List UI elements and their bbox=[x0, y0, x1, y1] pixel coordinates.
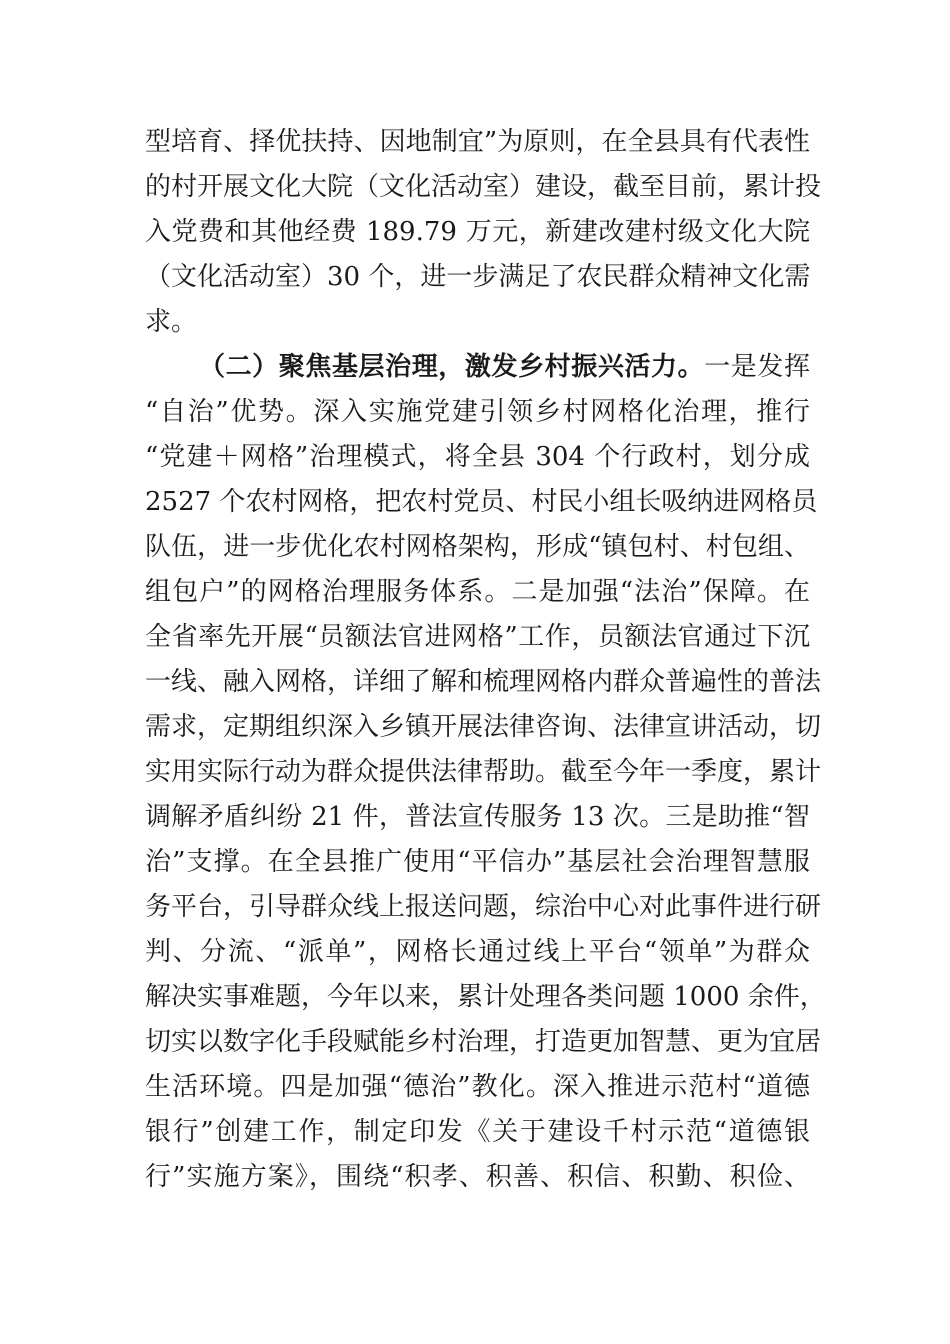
text-line: 2527 个农村网格，把农村党员、村民小组长吸纳进网格员 bbox=[145, 487, 818, 517]
text-line: 需求，定期组织深入乡镇开展法律咨询、法律宣讲活动，切 bbox=[145, 712, 822, 742]
body-text bbox=[145, 120, 826, 1200]
text-line: 务平台，引导群众线上报送问题，综治中心对此事件进行研 bbox=[145, 892, 822, 922]
text-line: 队伍，进一步优化农村网格架构，形成“镇包村、村包组、 bbox=[145, 532, 810, 562]
text-line: 全省率先开展“员额法官进网格”工作，员额法官通过下沉 bbox=[145, 622, 810, 652]
text-line: “党建＋网格”治理模式，将全县 304 个行政村，划分成 bbox=[145, 442, 810, 472]
text-line: 银行”创建工作，制定印发《关于建设千村示范“道德银 bbox=[145, 1117, 810, 1147]
section-heading-tail: 一是发挥 bbox=[704, 352, 810, 382]
text-line: 生活环境。四是加强“德治”教化。深入推进示范村“道德 bbox=[145, 1072, 810, 1102]
text-line: 解决实事难题，今年以来，累计处理各类问题 1000 余件， bbox=[145, 982, 826, 1012]
text-line: 入党费和其他经费 189.79 万元，新建改建村级文化大院 bbox=[145, 217, 810, 247]
text-line: 调解矛盾纠纷 21 件，普法宣传服务 13 次。三是助推“智 bbox=[145, 802, 810, 832]
section-heading-line bbox=[145, 345, 810, 390]
text-line: “自治”优势。深入实施党建引领乡村网格化治理，推行 bbox=[145, 397, 810, 427]
text-line: 求。 bbox=[145, 307, 198, 337]
text-line: 治”支撑。在全县推广使用“平信办”基层社会治理智慧服 bbox=[145, 847, 810, 877]
section-heading: （二）聚焦基层治理，激发乡村振兴活力。 bbox=[199, 352, 705, 382]
text-line: （文化活动室）30 个，进一步满足了农民群众精神文化需 bbox=[145, 262, 811, 292]
text-line: 型培育、择优扶持、因地制宜”为原则，在全县具有代表性 bbox=[145, 127, 810, 157]
text-line: 的村开展文化大院（文化活动室）建设，截至目前，累计投 bbox=[145, 172, 822, 202]
text-line: 一线、融入网格，详细了解和梳理网格内群众普遍性的普法 bbox=[145, 667, 822, 697]
text-line: 实用实际行动为群众提供法律帮助。截至今年一季度，累计 bbox=[145, 757, 822, 787]
text-line: 判、分流、“派单”，网格长通过线上平台“领单”为群众 bbox=[145, 937, 810, 967]
text-line: 组包户”的网格治理服务体系。二是加强“法治”保障。在 bbox=[145, 577, 810, 607]
text-line: 行”实施方案》，围绕“积孝、积善、积信、积勤、积俭、 bbox=[145, 1162, 810, 1192]
text-line: 切实以数字化手段赋能乡村治理，打造更加智慧、更为宜居 bbox=[145, 1027, 822, 1057]
